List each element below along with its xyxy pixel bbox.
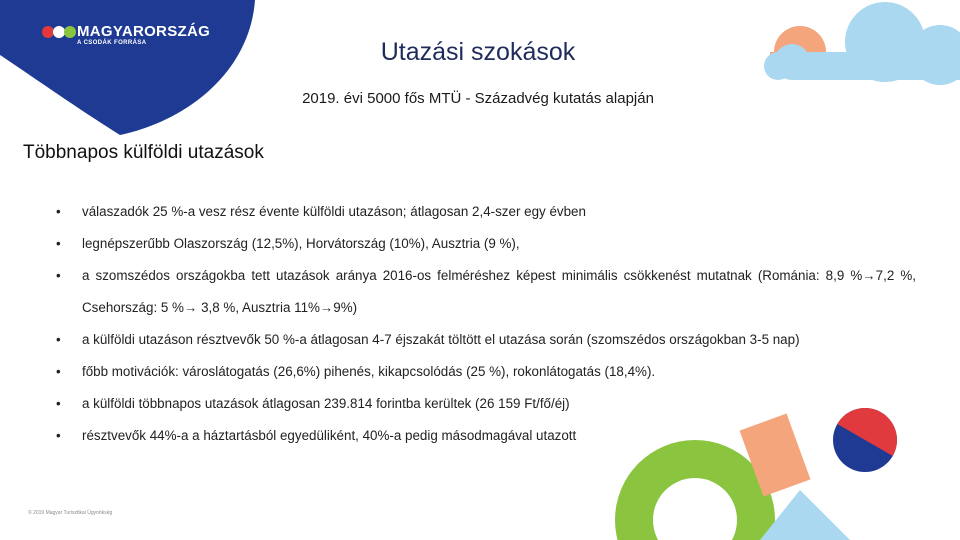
bullet-dot-icon: • [56,396,61,411]
section-heading: Többnapos külföldi utazások [23,142,264,163]
logo-name: MAGYARORSZÁG [77,23,211,40]
logo-banner-shape [0,0,260,140]
bullet-item: • résztvevők 44%-a a háztartásból egyedüliként, 40%-a pedig másodmagával utazott [56,420,916,452]
bullet-dot-icon: • [56,364,61,379]
copyright-text: © 2019 Magyar Turisztikai Ügynökség [28,510,113,516]
page-title: Utazási szokások [380,38,576,66]
brand-logo [0,0,260,140]
bullet-item: • a külföldi utazáson résztvevők 50 %-a átlagosan 4-7 éjszakát töltött el utazása során (szomszédos országokban 3-5 nap) [56,324,916,356]
bullet-item: • főbb motivációk: városlátogatás (26,6%) pihenés, kikapcsolódás (25 %), rokonlátogatás (18,4%). [56,356,916,388]
bullet-item: • a külföldi többnapos utazások átlagosan 239.814 forintba kerültek (26 159 Ft/fő/éj) [56,388,916,420]
bullet-dot-icon: • [56,236,61,251]
bullet-item: • a szomszédos országokba tett utazások aránya 2016-os felméréshez képest minimális csökkenést mutatnak (Románia: 8,9 %→7,2 %, Csehország: 5 %→ 3,8 %, Ausztria 11%→9%) [56,260,916,324]
heart-logo-icon [40,22,80,52]
page-subtitle: 2019. évi 5000 fős MTÜ - Századvég kutatás alapján [302,90,654,107]
bullet-item: • legnépszerűbb Olaszország (12,5%), Horvátország (10%), Ausztria (9 %), [56,228,916,260]
bullet-dot-icon: • [56,204,61,219]
bullet-dot-icon: • [56,332,61,347]
bullet-item: • válaszadók 25 %-a vesz rész évente külföldi utazáson; átlagosan 2,4-szer egy évben [56,196,916,228]
bullet-dot-icon: • [56,268,61,283]
bullet-dot-icon: • [56,428,61,443]
clouds-decoration-icon [740,0,960,90]
bullet-list [56,196,916,452]
logo-tagline: A CSODÁK FORRÁSA [77,40,147,46]
